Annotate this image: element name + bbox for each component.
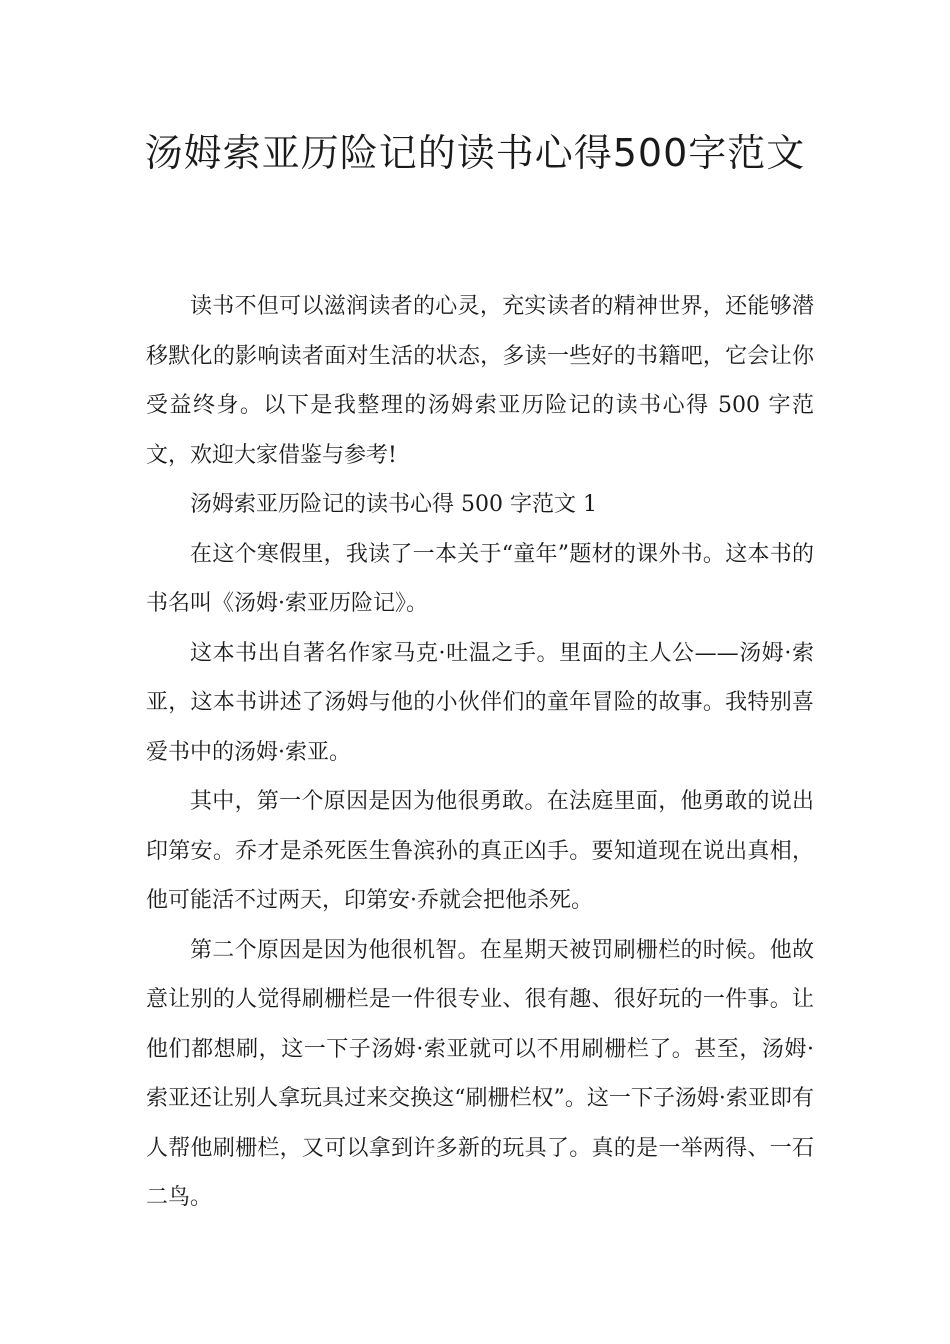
section-heading: 汤姆索亚历险记的读书心得 500 字范文 1 [190, 492, 597, 517]
document-title: 汤姆索亚历险记的读书心得500字范文 [144, 131, 806, 175]
body-paragraph-2: 这本书出自著名作家马克·吐温之手。里面的主人公——汤姆·索亚，这本书讲述了汤姆与他的小伙伴们的童年冒险的故事。我特别喜爱书中的汤姆·索亚。 [146, 640, 814, 765]
body-paragraph-1: 在这个寒假里，我读了一本关于“童年”题材的课外书。这本书的书名叫《汤姆·索亚历险记》。 [146, 541, 814, 616]
intro-paragraph: 读书不但可以滋润读者的心灵，充实读者的精神世界，还能够潜移默化的影响读者面对生活的状态，多读一些好的书籍吧，它会让你受益终身。以下是我整理的汤姆索亚历险记的读书心得 500 字范文，欢迎大家借鉴与参考! [146, 294, 814, 468]
body-paragraph-3: 其中，第一个原因是因为他很勇敢。在法庭里面，他勇敢的说出印第安。乔才是杀死医生鲁滨孙的真正凶手。要知道现在说出真相，他可能活不过两天，印第安·乔就会把他杀死。 [146, 789, 814, 913]
document-body [146, 282, 814, 1223]
body-paragraph-4: 第二个原因是因为他很机智。在星期天被罚刷栅栏的时候。他故意让别的人觉得刷栅栏是一件很专业、很有趣、很好玩的一件事。让他们都想刷，这一下子汤姆·索亚就可以不用刷栅栏了。甚至，汤姆·索亚还让别人拿玩具过来交换这“刷栅栏权”。这一下子汤姆·索亚即有人帮他刷栅栏，又可以拿到许多新的玩具了。真的是一举两得、一石二鸟。 [146, 937, 814, 1210]
